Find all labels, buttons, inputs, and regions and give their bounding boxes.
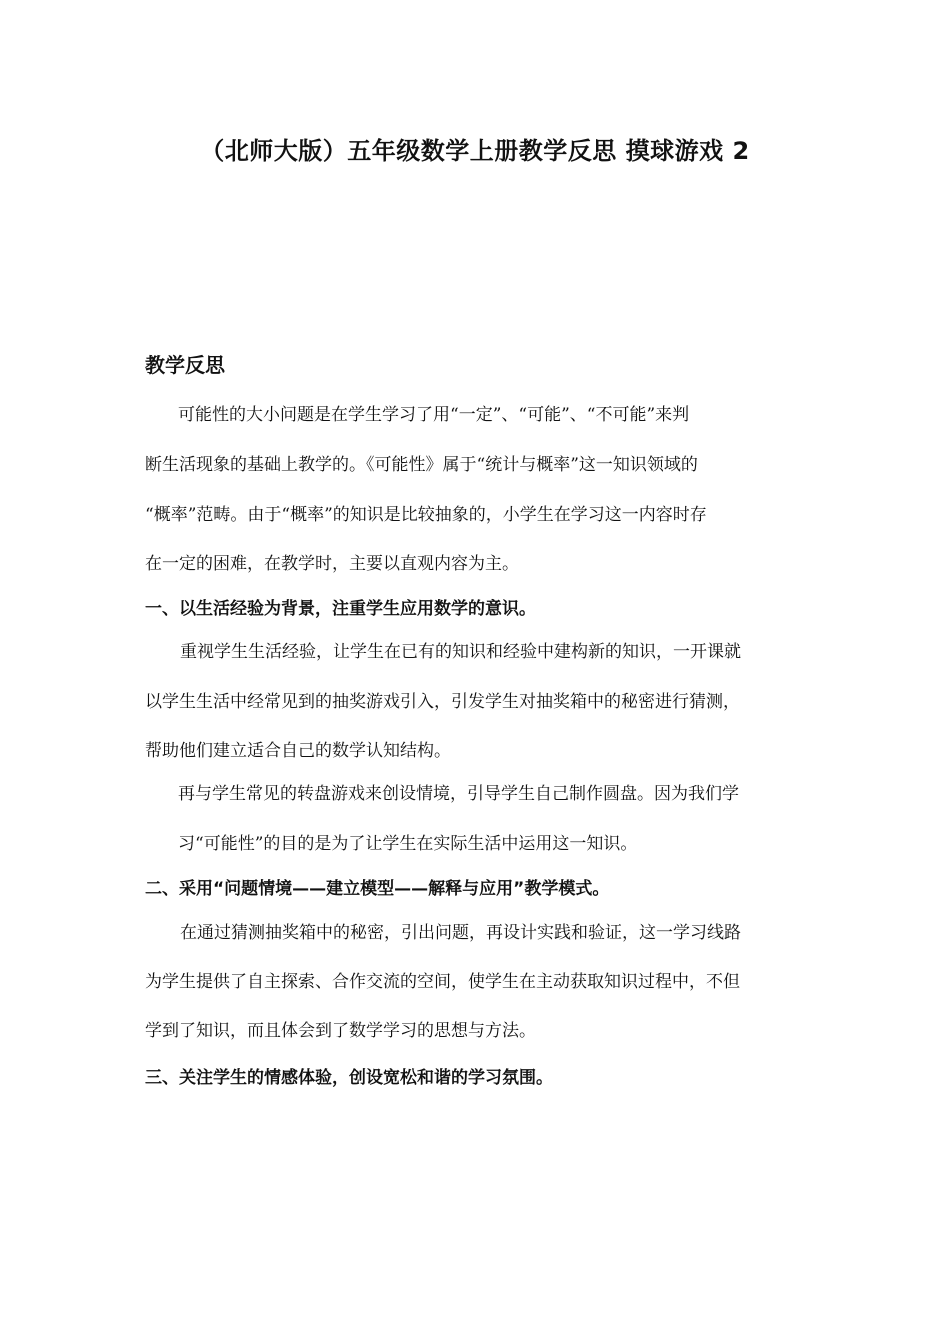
paragraph-line: 断生活现象的基础上教学的。《可能性》属于“统计与概率”这一知识领域的 <box>145 455 698 475</box>
section-heading: 教学反思 <box>145 353 225 377</box>
page-title: （北师大版）五年级数学上册教学反思 摸球游戏 2 <box>200 137 750 165</box>
paragraph-line: “概率”范畴。由于“概率”的知识是比较抽象的，小学生在学习这一内容时存 <box>145 505 707 525</box>
paragraph-line: 可能性的大小问题是在学生学习了用“一定”、“可能”、“不可能”来判 <box>178 405 690 425</box>
point-heading: 三、关注学生的情感体验，创设宽松和谐的学习氛围。 <box>145 1068 553 1088</box>
paragraph-line: 重视学生生活经验，让学生在已有的知识和经验中建构新的知识，一开课就 <box>180 642 741 662</box>
paragraph-line: 以学生生活中经常见到的抽奖游戏引入，引发学生对抽奖箱中的秘密进行猜测， <box>145 692 740 712</box>
paragraph-line: 为学生提供了自主探索、合作交流的空间，使学生在主动获取知识过程中，不但 <box>145 972 740 992</box>
paragraph-line: 在一定的困难，在教学时，主要以直观内容为主。 <box>145 554 519 574</box>
paragraph-line: 再与学生常见的转盘游戏来创设情境，引导学生自己制作圆盘。因为我们学 <box>178 784 739 804</box>
point-heading: 二、采用“问题情境——建立模型——解释与应用”教学模式。 <box>145 879 610 899</box>
paragraph-line: 习“可能性”的目的是为了让学生在实际生活中运用这一知识。 <box>178 834 638 854</box>
paragraph-line: 在通过猜测抽奖箱中的秘密，引出问题，再设计实践和验证，这一学习线路 <box>180 923 741 943</box>
paragraph-line: 学到了知识，而且体会到了数学学习的思想与方法。 <box>145 1021 536 1041</box>
paragraph-line: 帮助他们建立适合自己的数学认知结构。 <box>145 741 451 761</box>
point-heading: 一、以生活经验为背景，注重学生应用数学的意识。 <box>145 599 536 619</box>
